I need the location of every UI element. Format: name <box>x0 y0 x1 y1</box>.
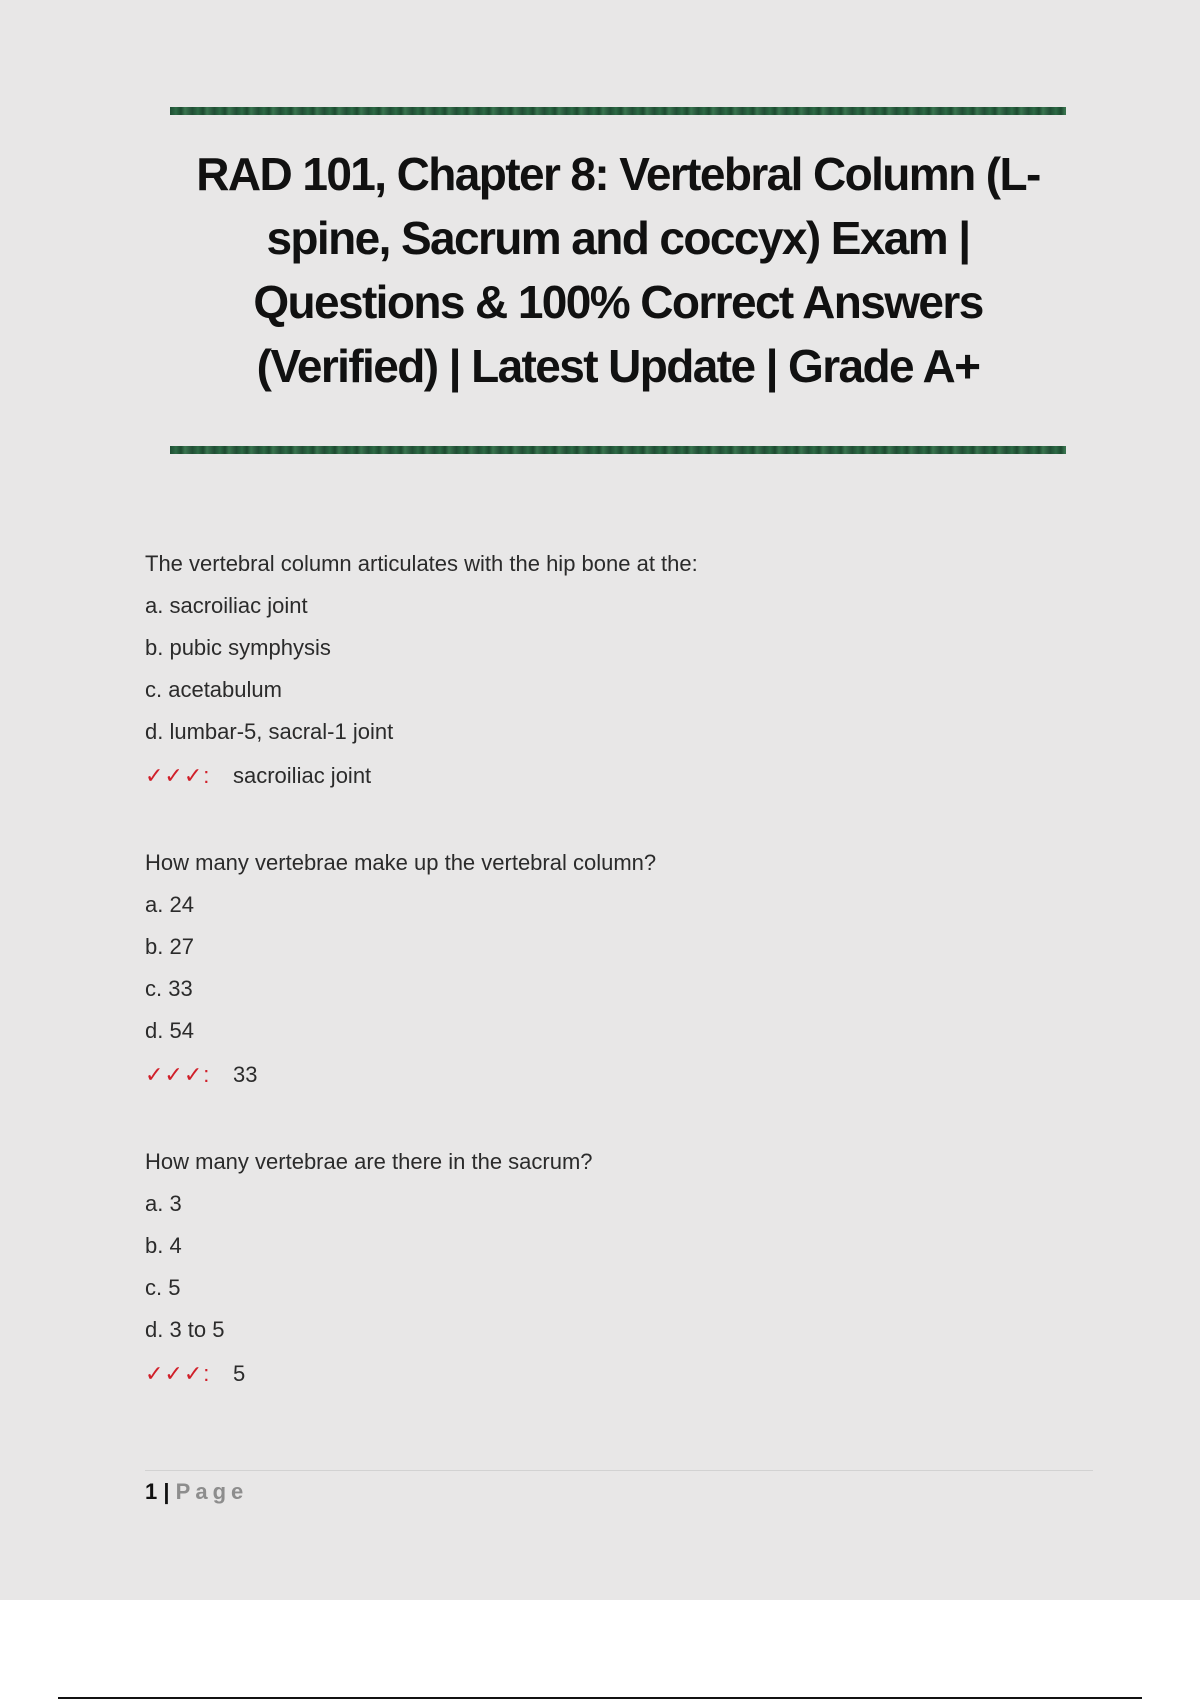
page-footer <box>145 1474 248 1510</box>
title-line-2: spine, Sacrum and coccyx) Exam | <box>266 212 970 264</box>
question-block-3 <box>145 1141 1045 1395</box>
option-c: c. acetabulum <box>145 677 282 702</box>
title-line-4: (Verified) | Latest Update | Grade A+ <box>256 340 980 392</box>
page-label: Page <box>175 1479 249 1504</box>
title-top-rule <box>170 107 1066 115</box>
option-c: c. 33 <box>145 976 193 1001</box>
option-d: d. 54 <box>145 1018 194 1043</box>
answer-line <box>145 1054 1045 1096</box>
question-text: The vertebral column articulates with the hip bone at the: <box>145 551 698 576</box>
check-marks-icon: ✓✓✓: <box>145 763 211 788</box>
question-block-2 <box>145 842 1045 1096</box>
next-page-top-rule <box>58 1697 1142 1699</box>
question-text: How many vertebrae make up the vertebral column? <box>145 850 657 875</box>
answer-line <box>145 755 1045 797</box>
footer-separator: | <box>163 1479 170 1504</box>
title-bottom-rule <box>170 446 1066 454</box>
check-marks-icon: ✓✓✓: <box>145 1062 211 1087</box>
page-title <box>140 142 1096 398</box>
option-b: b. pubic symphysis <box>145 635 331 660</box>
option-a: a. 24 <box>145 892 194 917</box>
answer-text: sacroiliac joint <box>233 763 372 788</box>
answer-text: 33 <box>233 1062 258 1087</box>
option-d: d. lumbar-5, sacral-1 joint <box>145 719 394 744</box>
question-block-1 <box>145 543 1045 797</box>
title-line-3: Questions & 100% Correct Answers <box>253 276 983 328</box>
option-a: a. 3 <box>145 1191 182 1216</box>
page-number: 1 <box>145 1479 158 1504</box>
title-line-1: RAD 101, Chapter 8: Vertebral Column (L- <box>196 148 1040 200</box>
option-a: a. sacroiliac joint <box>145 593 308 618</box>
option-b: b. 4 <box>145 1233 182 1258</box>
option-d: d. 3 to 5 <box>145 1317 225 1342</box>
option-c: c. 5 <box>145 1275 181 1300</box>
footer-divider <box>145 1470 1093 1471</box>
option-b: b. 27 <box>145 934 194 959</box>
question-text: How many vertebrae are there in the sacrum? <box>145 1149 593 1174</box>
answer-line <box>145 1353 1045 1395</box>
answer-text: 5 <box>233 1361 246 1386</box>
check-marks-icon: ✓✓✓: <box>145 1361 211 1386</box>
